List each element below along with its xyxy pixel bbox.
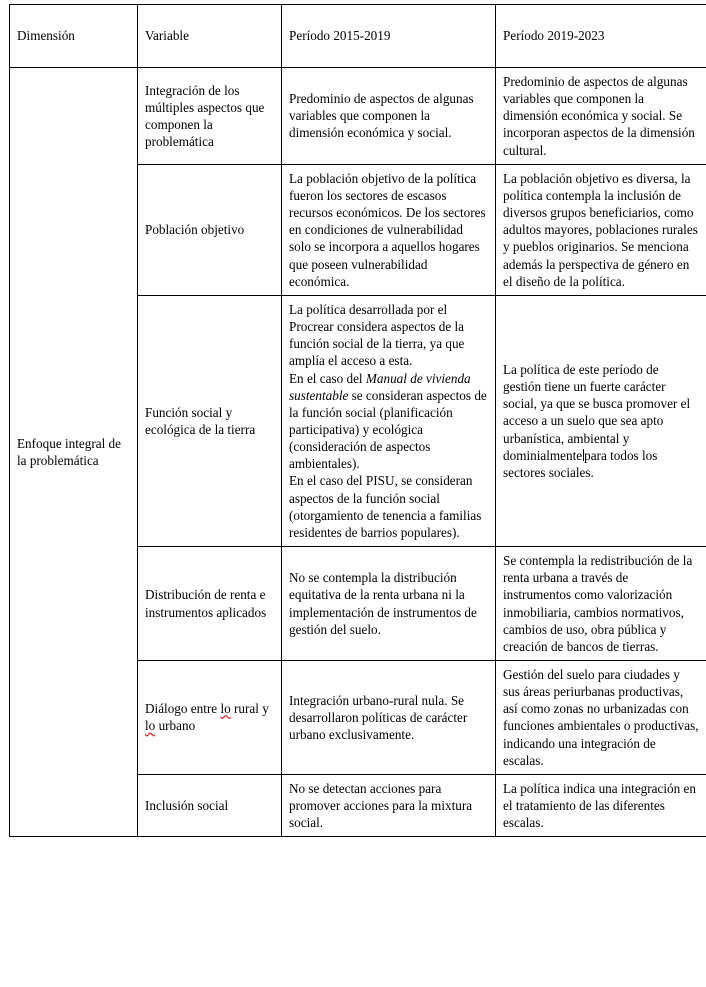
period-2015-2019-cell-row-5: Integración urbano-rural nula. Se desarrollaron políticas de carácter urbano exclusivamente. (282, 661, 496, 775)
column-header-period-2015-2019: Período 2015-2019 (282, 5, 496, 68)
period-2015-2019-cell-row-6: No se detectan acciones para promover acciones para la mixtura social. (282, 774, 496, 836)
column-header-variable: Variable (138, 5, 282, 68)
comparison-table (9, 4, 706, 837)
spellcheck-word-lo-1: lo (220, 701, 231, 717)
period-2019-2023-cell-row-1: Predominio de aspectos de algunas variables que componen la dimensión económica y social. Se incorporan aspectos de la dimensión cultural. (496, 68, 706, 165)
variable-cell-dialogo-rural-urbano (138, 661, 282, 775)
text-before-caret: La política de este período de gestión tiene un fuerte carácter social, ya que se busca promover el acceso a un suelo que sea apto urbanística, ambiental y dominialmente (503, 361, 691, 463)
period-2019-2023-cell-row-6: La política indica una integración en el tratamiento de las diferentes escalas. (496, 774, 706, 836)
period-2019-2023-cell-row-2: La población objetivo es diversa, la política contempla la inclusión de diversos grupos beneficiarios, como adultos mayores, poblaciones rurales y pueblos originarios. Se menciona además la perspectiva de género en el diseño de la política. (496, 164, 706, 295)
column-header-period-2019-2023: Período 2019-2023 (496, 5, 706, 68)
variable-text-part-1: Diálogo entre (145, 701, 221, 717)
text-post-italic: se consideran aspectos de la función social (planificación participativa) y ecológica (consideración de aspectos ambientales). (289, 387, 487, 472)
text-pre-italic: En el caso del (289, 370, 366, 386)
period-2015-2019-cell-row-1: Predominio de aspectos de algunas variables que componen la dimensión económica y social. (282, 68, 496, 165)
period-2015-2019-cell-row-4: No se contempla la distribución equitativa de la renta urbana ni la implementación de instrumentos de gestión del suelo. (282, 547, 496, 661)
spellcheck-word-lo-2: lo (145, 718, 156, 734)
period-2015-2019-cell-row-3 (282, 295, 496, 546)
variable-cell-integracion-aspectos: Integración de los múltiples aspectos que componen la problemática (138, 68, 282, 165)
paragraph-manual-vivienda (289, 370, 488, 473)
period-2019-2023-cell-row-5: Gestión del suelo para ciudades y sus áreas periurbanas productivas, así como zonas no urbanizadas con funciones ambientales o productivas, indicando una integración de escalas. (496, 661, 706, 775)
period-2015-2019-cell-row-2: La población objetivo de la política fueron los sectores de escasos recursos económicos. De los sectores en condiciones de vulnerabilidad solo se incorpora a aquellos hogares que poseen vulnerabilidad económica. (282, 164, 496, 295)
dimension-cell-enfoque-integral: Enfoque integral de la problemática (10, 68, 138, 837)
variable-cell-funcion-social: Función social y ecológica de la tierra (138, 295, 282, 546)
paragraph-procrear: La política desarrollada por el Procrear considera aspectos de la función social de la tierra, ya que amplía el acceso a esta. (289, 301, 465, 369)
variable-cell-inclusion-social: Inclusión social (138, 774, 282, 836)
italic-title-manual-vivienda-sustentable: Manual de vivienda sustentable (289, 370, 471, 403)
period-2019-2023-cell-row-3 (496, 295, 706, 546)
period-2019-2023-cell-row-4: Se contempla la redistribución de la renta urbana a través de instrumentos como valorización inmobiliaria, cambios normativos, cambios de uso, obra pública y creación de bancos de tierras. (496, 547, 706, 661)
column-header-dimension: Dimensión (10, 5, 138, 68)
table-body (10, 68, 706, 837)
variable-text-part-2: rural y (230, 701, 269, 717)
variable-cell-distribucion-renta: Distribución de renta e instrumentos aplicados (138, 547, 282, 661)
variable-cell-poblacion-objetivo: Población objetivo (138, 164, 282, 295)
text-after-caret: para todos los sectores sociales. (503, 447, 658, 480)
table-header-row (10, 5, 706, 68)
paragraph-pisu: En el caso del PISU, se consideran aspectos de la función social (otorgamiento de tenencia a familias residentes de barrios populares). (289, 473, 482, 540)
variable-text-part-3: urbano (155, 718, 196, 734)
table-row (10, 68, 706, 165)
table-header (10, 5, 706, 68)
